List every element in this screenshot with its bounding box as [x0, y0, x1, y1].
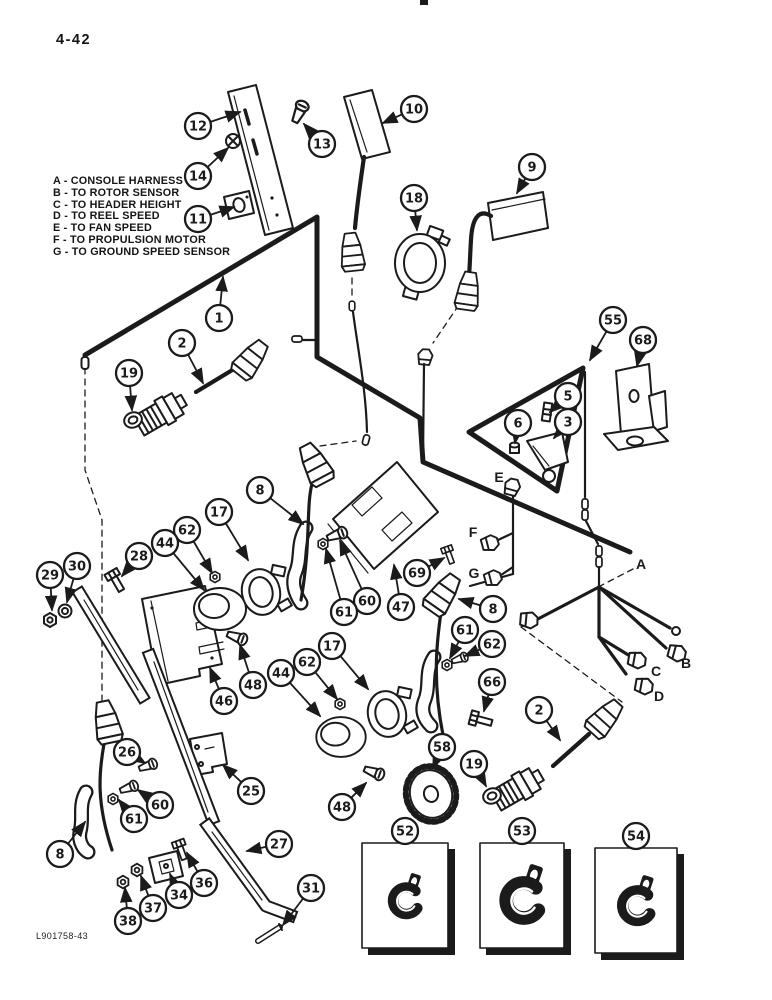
callout-3 — [554, 409, 581, 438]
callout-26 — [114, 739, 145, 765]
svg-text:68: 68 — [633, 333, 653, 349]
callout-9 — [517, 154, 545, 193]
callout-31 — [283, 875, 324, 925]
callout-69 — [404, 558, 444, 586]
callout-36 — [187, 853, 217, 896]
callout-6 — [505, 410, 531, 443]
legend-item-G: G - TO GROUND SPEED SENSOR — [53, 245, 231, 258]
svg-text:28: 28 — [129, 549, 149, 565]
svg-text:17: 17 — [209, 505, 229, 521]
svg-text:62: 62 — [177, 523, 197, 539]
svg-text:27: 27 — [269, 837, 289, 853]
svg-text:8: 8 — [55, 847, 65, 863]
svg-text:31: 31 — [301, 881, 321, 897]
svg-text:53: 53 — [512, 824, 532, 840]
nut-62b — [335, 698, 345, 709]
svg-text:18: 18 — [404, 191, 424, 207]
svg-text:36: 36 — [194, 876, 214, 892]
callout-37 — [140, 876, 166, 921]
svg-text:17: 17 — [322, 639, 342, 655]
callout-29 — [37, 562, 63, 610]
callout-61 — [119, 800, 147, 832]
nut-29 — [44, 613, 56, 627]
stud-69 — [441, 545, 458, 565]
figure-code: L901758-43 — [36, 931, 89, 941]
nut-61b — [442, 659, 452, 670]
svg-text:12: 12 — [188, 119, 208, 135]
svg-text:5: 5 — [563, 389, 573, 405]
bracket-68 — [604, 364, 668, 450]
svg-text:3: 3 — [563, 415, 573, 431]
screw-48 — [225, 628, 248, 646]
harness-label-C: C — [650, 663, 662, 679]
harness-label-B: B — [680, 655, 692, 671]
clip-14 — [226, 134, 240, 148]
callout-2 — [169, 330, 203, 383]
bushing-44b — [316, 717, 365, 757]
nut-61c — [108, 793, 118, 804]
legend-item-F: F - TO PROPULSION MOTOR — [53, 233, 206, 246]
svg-text:60: 60 — [357, 594, 377, 610]
plug-connector — [229, 336, 273, 383]
harness-label-A: A — [635, 556, 647, 572]
svg-text:61: 61 — [334, 605, 354, 621]
legend-item-A: A - CONSOLE HARNESS — [53, 175, 183, 187]
plug-connector — [454, 271, 482, 312]
svg-text:61: 61 — [124, 812, 144, 828]
svg-text:37: 37 — [143, 901, 163, 917]
callout-2 — [526, 697, 560, 740]
plug-connector — [90, 699, 124, 745]
callout-10 — [383, 96, 427, 123]
svg-text:19: 19 — [464, 757, 484, 773]
svg-text:38: 38 — [118, 914, 138, 930]
module-10-assembly — [338, 90, 390, 446]
callout-61 — [326, 549, 357, 625]
connector-8-mid-assembly — [420, 569, 465, 735]
screw-13 — [289, 99, 310, 125]
washer-30 — [59, 605, 72, 618]
svg-text:34: 34 — [169, 888, 189, 904]
legend-item-B: B - TO ROTOR SENSOR — [53, 186, 180, 199]
svg-text:9: 9 — [527, 160, 537, 176]
clamp-18 — [395, 226, 450, 300]
svg-text:48: 48 — [332, 800, 352, 816]
harness-label-D: D — [653, 688, 665, 704]
callout-27 — [247, 831, 292, 857]
sensor-2-upper — [132, 336, 273, 438]
svg-text:46: 46 — [214, 694, 234, 710]
svg-text:25: 25 — [241, 784, 261, 800]
callout-55 — [590, 307, 626, 360]
legend-item-D: D - TO REEL SPEED — [53, 210, 160, 223]
callout-11 — [185, 206, 234, 232]
callout-46 — [210, 668, 237, 714]
harness-a-node-branches — [519, 587, 688, 696]
svg-text:8: 8 — [255, 483, 265, 499]
harness-loop-55 — [469, 368, 602, 587]
block-34 — [149, 851, 183, 883]
harness-label-G: G — [468, 565, 480, 581]
callout-8 — [247, 477, 303, 524]
inset-box-53 — [480, 818, 571, 955]
svg-text:62: 62 — [297, 655, 317, 671]
harness-label-E: E — [494, 469, 504, 485]
svg-text:6: 6 — [513, 416, 523, 432]
callout-17 — [206, 499, 248, 560]
ground-speed-connector — [483, 569, 502, 587]
svg-text:11: 11 — [188, 212, 208, 228]
callout-25 — [223, 765, 264, 804]
callout-18 — [401, 185, 427, 230]
callout-28 — [122, 543, 152, 576]
callout-13 — [304, 124, 335, 157]
svg-text:29: 29 — [40, 568, 60, 584]
svg-text:61: 61 — [455, 623, 475, 639]
nut-37 — [132, 864, 143, 877]
svg-text:30: 30 — [67, 559, 87, 575]
rail-upper-left — [80, 594, 142, 696]
callout-58 — [429, 734, 455, 768]
bolt-66 — [469, 710, 494, 729]
callout-19 — [461, 751, 487, 786]
nut-38 — [118, 876, 129, 889]
svg-text:26: 26 — [117, 745, 137, 761]
svg-text:8: 8 — [488, 602, 498, 618]
harness-label-F: F — [468, 524, 478, 540]
block-11 — [224, 191, 254, 219]
svg-text:60: 60 — [150, 798, 170, 814]
svg-text:2: 2 — [177, 336, 187, 352]
page-top-crop-mark — [420, 0, 428, 5]
plug-connector — [338, 232, 365, 272]
sensor-2-lower — [489, 695, 628, 813]
callout-14 — [185, 148, 228, 189]
callout-68 — [630, 327, 656, 366]
svg-text:69: 69 — [407, 566, 427, 582]
fan-speed-connector — [502, 476, 522, 497]
page-number: 4-42 — [56, 32, 92, 48]
header-height-connector — [626, 650, 648, 670]
svg-text:47: 47 — [391, 600, 411, 616]
svg-text:54: 54 — [626, 829, 646, 845]
pin-31 — [258, 924, 282, 941]
svg-text:48: 48 — [243, 678, 263, 694]
callout-17 — [319, 633, 368, 689]
svg-text:58: 58 — [432, 740, 452, 756]
callout-38 — [115, 888, 141, 934]
callout-62 — [174, 517, 212, 573]
plate-47 — [328, 462, 438, 573]
svg-text:13: 13 — [312, 137, 332, 153]
svg-text:2: 2 — [534, 703, 544, 719]
connector-8-lower-assembly — [80, 699, 124, 852]
screw-60b — [119, 779, 140, 795]
clamp-17b — [363, 684, 420, 740]
callout-1 — [206, 277, 232, 331]
svg-text:62: 62 — [482, 637, 502, 653]
callout-19 — [116, 360, 142, 410]
svg-text:66: 66 — [482, 675, 502, 691]
svg-text:55: 55 — [603, 313, 623, 329]
svg-text:52: 52 — [395, 824, 415, 840]
svg-text:10: 10 — [404, 102, 424, 118]
svg-text:14: 14 — [188, 169, 208, 185]
plug-connector — [294, 439, 337, 488]
svg-text:19: 19 — [119, 366, 139, 382]
propulsion-motor-connector — [480, 534, 499, 552]
svg-text:44: 44 — [271, 666, 291, 682]
screw-48b — [362, 763, 385, 781]
callout-48 — [329, 783, 366, 820]
bolt-28 — [104, 568, 127, 594]
callout-48 — [240, 645, 266, 698]
callout-66 — [479, 669, 505, 711]
nut-61 — [318, 538, 328, 549]
inset-box-54 — [595, 823, 684, 960]
bushing-44 — [194, 588, 246, 630]
svg-text:44: 44 — [155, 536, 175, 552]
inset-box-52 — [362, 818, 455, 955]
svg-text:1: 1 — [214, 311, 224, 327]
legend-item-C: C - TO HEADER HEIGHT — [53, 198, 182, 211]
legend-item-E: E - TO FAN SPEED — [53, 222, 152, 235]
screw-60 — [325, 525, 348, 543]
cap-6 — [510, 443, 519, 454]
